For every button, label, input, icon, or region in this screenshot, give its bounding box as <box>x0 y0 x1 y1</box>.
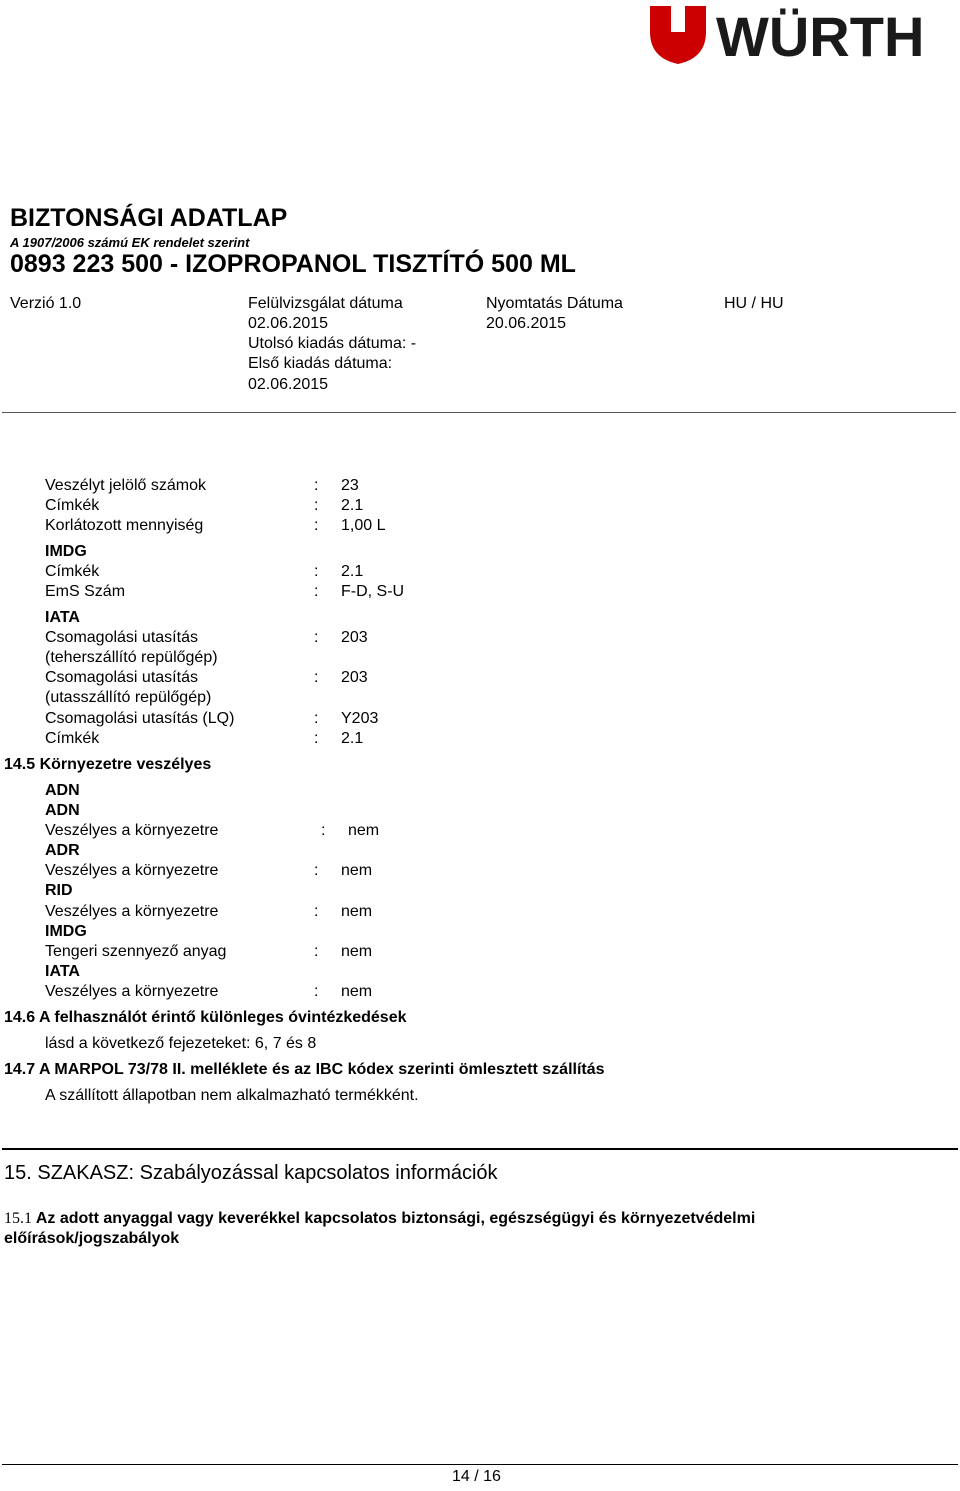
adr-heading: ADR <box>45 842 80 859</box>
section-15-title: 15. SZAKASZ: Szabályozással kapcsolatos információk <box>4 1162 498 1184</box>
row-label: Veszélyes a környezetre <box>45 822 219 839</box>
row-value: 2.1 <box>341 563 364 580</box>
row-label: Tengeri szennyező anyag <box>45 943 227 960</box>
row-value: F-D, S-U <box>341 583 405 600</box>
print-date-label: Nyomtatás Dátuma <box>486 295 623 312</box>
row-colon: : <box>314 497 319 514</box>
row-value: nem <box>341 903 373 920</box>
imdg-heading: IMDG <box>45 923 87 940</box>
row-label: Veszélyes a környezetre <box>45 983 219 1000</box>
row-value: 203 <box>341 669 368 686</box>
logo-wordmark: WÜRTH <box>716 5 925 66</box>
revision-label: Felülvizsgálat dátuma <box>248 295 403 312</box>
imdg-heading: IMDG <box>45 543 87 560</box>
row-colon: : <box>314 517 319 534</box>
row-label: EmS Szám <box>45 583 126 600</box>
revision-date: 02.06.2015 <box>248 315 329 332</box>
adn-heading: ADN <box>45 782 80 799</box>
row-value: nem <box>348 822 380 839</box>
row-label: Csomagolási utasítás <box>45 629 198 646</box>
section-14-6-text: lásd a következő fejezeteket: 6, 7 és 8 <box>45 1035 317 1052</box>
section-15-1-line2: előírások/jogszabályok <box>4 1230 180 1247</box>
first-issue-date: 02.06.2015 <box>248 376 329 393</box>
row-label-cont: (teherszállító repülőgép) <box>45 649 218 666</box>
row-label: Korlátozott mennyiség <box>45 517 204 534</box>
row-colon: : <box>314 477 319 494</box>
adn-heading: ADN <box>45 802 80 819</box>
row-colon: : <box>314 943 319 960</box>
print-date: 20.06.2015 <box>486 315 567 332</box>
row-label: Csomagolási utasítás <box>45 669 198 686</box>
section-15-1-heading <box>4 1210 755 1228</box>
row-colon: : <box>321 822 326 839</box>
row-colon: : <box>314 583 319 600</box>
row-value: 2.1 <box>341 730 364 747</box>
section-14-7-text: A szállított állapotban nem alkalmazható termékként. <box>45 1087 419 1104</box>
row-colon: : <box>314 563 319 580</box>
row-value: Y203 <box>341 710 379 727</box>
section-15-1-line1: Az adott anyaggal vagy keverékkel kapcsolatos biztonsági, egészségügyi és környezetvédelmi <box>35 1210 756 1227</box>
row-value: nem <box>341 862 373 879</box>
version-label: Verzió 1.0 <box>10 295 82 312</box>
row-label: Veszélyt jelölő számok <box>45 477 206 494</box>
row-value: 2.1 <box>341 497 364 514</box>
row-label: Csomagolási utasítás (LQ) <box>45 710 235 727</box>
section-14-7-title: 14.7 A MARPOL 73/78 II. melléklete és az IBC kódex szerinti ömlesztett szállítás <box>4 1061 605 1078</box>
row-value: 203 <box>341 629 368 646</box>
row-colon: : <box>314 710 319 727</box>
header-divider <box>2 412 956 413</box>
row-label-cont: (utasszállító repülőgép) <box>45 689 212 706</box>
row-colon: : <box>314 730 319 747</box>
iata-heading: IATA <box>45 609 80 626</box>
section-divider <box>2 1148 958 1150</box>
rid-heading: RID <box>45 882 73 899</box>
product-name: 0893 223 500 - IZOPROPANOL TISZTÍTÓ 500 ML <box>10 250 576 278</box>
row-colon: : <box>314 669 319 686</box>
row-label: Veszélyes a környezetre <box>45 862 219 879</box>
row-value: 23 <box>341 477 359 494</box>
language-code: HU / HU <box>724 295 784 312</box>
first-issue-label: Első kiadás dátuma: <box>248 355 393 372</box>
footer-divider <box>2 1464 958 1465</box>
row-colon: : <box>314 862 319 879</box>
iata-heading: IATA <box>45 963 80 980</box>
row-label: Címkék <box>45 497 100 514</box>
row-value: nem <box>341 943 373 960</box>
last-issue-label: Utolsó kiadás dátuma: - <box>248 335 417 352</box>
row-value: nem <box>341 983 373 1000</box>
row-label: Veszélyes a környezetre <box>45 903 219 920</box>
document-title: BIZTONSÁGI ADATLAP <box>10 204 288 232</box>
row-colon: : <box>314 903 319 920</box>
row-label: Címkék <box>45 730 100 747</box>
regulation-subtitle: A 1907/2006 számú EK rendelet szerint <box>10 235 250 250</box>
row-colon: : <box>314 983 319 1000</box>
section-15-1-number: 15.1 <box>4 1210 32 1227</box>
row-colon: : <box>314 629 319 646</box>
page-number: 14 / 16 <box>452 1468 501 1485</box>
section-14-5-title: 14.5 Környezetre veszélyes <box>4 756 212 773</box>
row-label: Címkék <box>45 563 100 580</box>
row-value: 1,00 L <box>341 517 386 534</box>
wurth-logo <box>650 2 958 66</box>
section-14-6-title: 14.6 A felhasználót érintő különleges óvintézkedések <box>4 1009 407 1026</box>
